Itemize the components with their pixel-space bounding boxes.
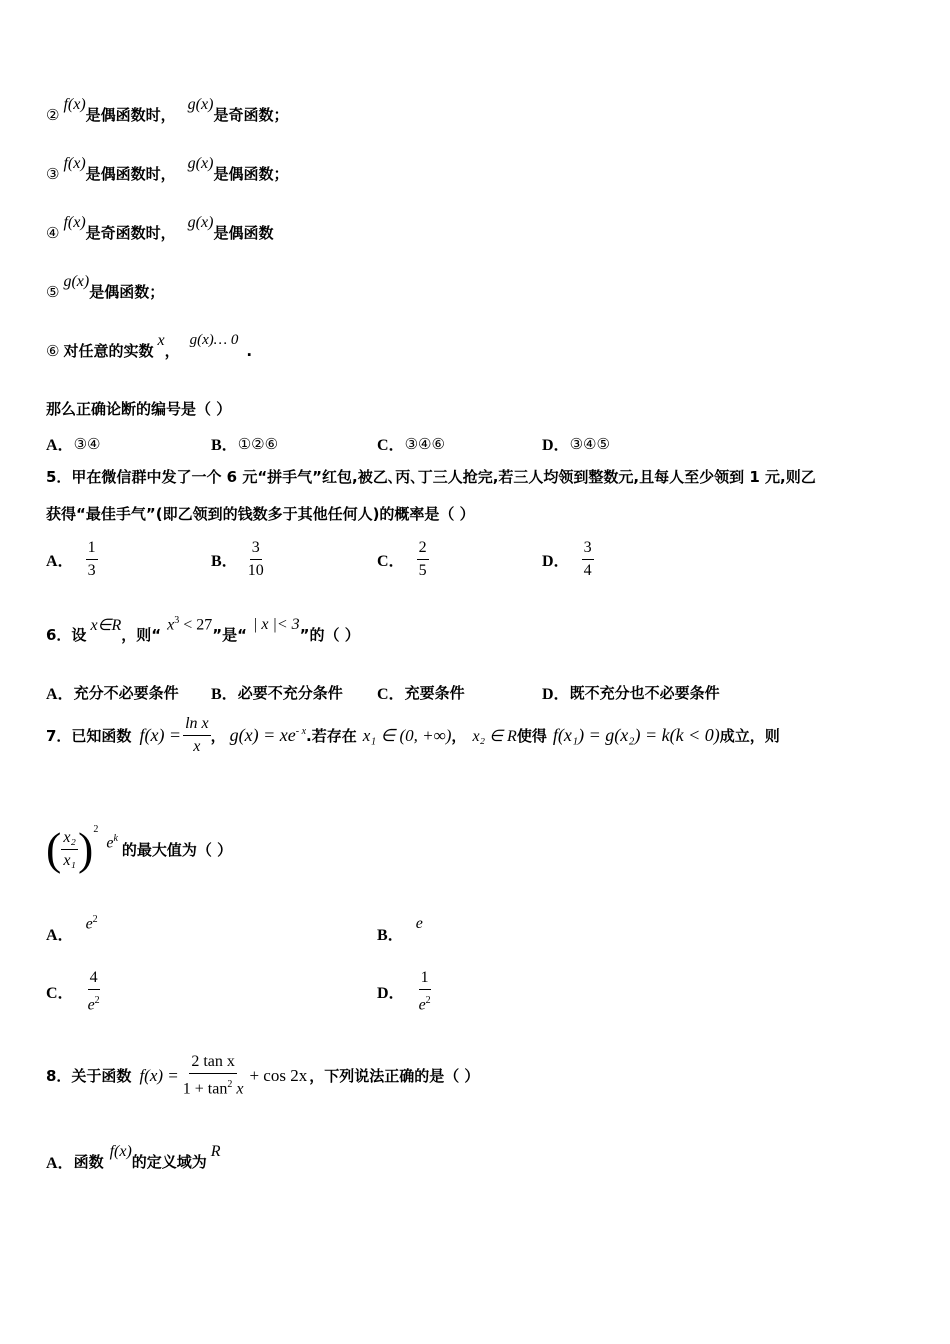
- option-text: 函数: [73, 1153, 104, 1171]
- q7-option-a: [46, 912, 98, 944]
- den-exp: 2: [94, 995, 100, 1006]
- option-expr: [86, 914, 98, 933]
- q7-exp-base: e: [106, 834, 114, 852]
- statement-4: [46, 213, 274, 243]
- den-base: e: [87, 996, 95, 1014]
- statement-text: 是奇函数；: [213, 106, 289, 124]
- option-label: C．: [377, 437, 405, 454]
- q4-option-d: [542, 432, 610, 455]
- option-label: B．: [211, 686, 238, 703]
- q7-g-base: g(x) = xe: [229, 725, 296, 745]
- statement-text: 是偶函数时，: [85, 165, 176, 183]
- numerator: ln x: [183, 714, 211, 736]
- q7-f-lhs: f(x) =: [139, 725, 182, 745]
- q4-stem: 那么正确论断的编号是（ ）: [46, 400, 232, 418]
- den-exp: 2: [425, 995, 431, 1006]
- q7-text: 使得: [516, 727, 547, 745]
- statement-text: 是偶函数时，: [85, 106, 176, 124]
- left-paren: (: [46, 823, 62, 874]
- q7-sep: ，: [210, 727, 226, 745]
- statement-3: [46, 154, 289, 184]
- option-text: 的定义域为: [131, 1153, 207, 1171]
- statement-number: ⑤: [46, 282, 60, 301]
- option-text: ③④: [73, 434, 101, 453]
- den-base: e: [418, 996, 426, 1014]
- option-label: D．: [377, 985, 405, 1003]
- option-label: C．: [46, 985, 74, 1003]
- q5-option-b: [211, 538, 266, 581]
- fraction: [582, 538, 594, 581]
- option-label: D．: [542, 437, 570, 454]
- q6-option-a: [46, 681, 179, 704]
- expr-base: e: [85, 915, 93, 933]
- q7-prefix: 7．已知函数: [46, 727, 132, 745]
- fraction: [86, 538, 98, 581]
- q4-option-a: [46, 432, 100, 455]
- statement-number: ④: [46, 223, 60, 242]
- g-of-x: g(x): [63, 272, 90, 290]
- q6-stem: [46, 614, 360, 645]
- q7-exp-e: [106, 833, 118, 852]
- statement-6: [46, 331, 253, 361]
- statement-number: ③: [46, 164, 60, 183]
- option-label: D．: [542, 686, 570, 703]
- numerator: 4: [88, 968, 100, 990]
- period: .: [246, 341, 253, 360]
- denominator: x: [193, 738, 201, 755]
- q6-expr1-base: x: [167, 616, 175, 634]
- q6-text: ”的（ ）: [299, 626, 360, 644]
- q7-stem: [46, 714, 780, 757]
- q6-expr1: [167, 615, 212, 634]
- fraction: [417, 968, 433, 1015]
- statement-2: [46, 95, 289, 125]
- denominator: x₁: [63, 851, 76, 869]
- q7-tail: 的最大值为（ ）: [121, 840, 233, 859]
- right-paren: ): [78, 823, 94, 874]
- numerator: [189, 1052, 237, 1074]
- q6-expr1-rest: < 27: [179, 616, 213, 634]
- fraction: [86, 968, 102, 1015]
- option-expr: e: [415, 914, 423, 932]
- fraction: [246, 538, 266, 581]
- q5-stem-line1: 5．甲在微信群中发了一个 6 元“拼手气”红包,被乙､丙､丁三人抢完,若三人均领到整数元,且每人至少领到 1 元,则乙: [46, 468, 816, 486]
- var-x: x: [157, 331, 165, 349]
- f-of-x: f(x): [109, 1142, 132, 1160]
- q6-prefix: 6．设: [46, 626, 87, 644]
- q6-option-d: [542, 681, 720, 704]
- numerator: 1: [86, 538, 98, 560]
- f-of-x: f(x): [63, 213, 86, 231]
- statement-text: 是偶函数；: [89, 283, 165, 301]
- q7-text: 成立，则: [719, 727, 780, 745]
- q7-option-b: [377, 912, 423, 944]
- option-text: ③④⑥: [404, 434, 445, 453]
- option-text: 充要条件: [404, 684, 465, 702]
- q8-prefix: 8．关于函数: [46, 1067, 132, 1086]
- option-text: 充分不必要条件: [73, 684, 179, 702]
- statement-text: 对任意的实数: [63, 342, 154, 360]
- option-label: A．: [46, 686, 74, 703]
- option-label: A．: [46, 1155, 74, 1172]
- q8-num-text: 2 tan x: [191, 1053, 235, 1070]
- q5-option-a: [46, 538, 98, 581]
- q6-option-c: [377, 681, 465, 704]
- fraction: [417, 538, 429, 581]
- statement-number: ②: [46, 105, 60, 124]
- q6-text: ”是“: [212, 626, 247, 644]
- option-label: B．: [211, 553, 238, 570]
- f-of-x: f(x): [63, 154, 86, 172]
- q8-den-exp: 2: [227, 1079, 233, 1090]
- g-of-x: g(x): [187, 154, 214, 172]
- denominator: [181, 1074, 246, 1099]
- denominator: 5: [418, 562, 427, 579]
- q8-rhs: + cos 2x: [249, 1065, 308, 1085]
- option-text: 必要不充分条件: [237, 684, 343, 702]
- denominator: [417, 990, 433, 1015]
- option-label: A．: [46, 437, 74, 454]
- q7-x1-domain: x₁ ∈ (0, +∞): [362, 725, 452, 745]
- denominator: 4: [583, 562, 592, 579]
- q8-den-a: 1 + tan: [182, 1080, 228, 1098]
- numerator: 1: [419, 968, 431, 990]
- option-label: A．: [46, 927, 74, 944]
- g-of-x: g(x): [187, 95, 214, 113]
- q8-tail: ，下列说法正确的是（ ）: [309, 1067, 480, 1086]
- denominator: 10: [247, 562, 264, 579]
- statement-text: 是偶函数；: [213, 165, 289, 183]
- q7-option-d: [377, 968, 433, 1015]
- q7-comma: ，: [451, 727, 467, 745]
- q6-text: ，则“: [121, 626, 162, 644]
- f-of-x: f(x): [63, 95, 86, 113]
- q8-option-a: [46, 1140, 221, 1172]
- q8-stem: [46, 1052, 479, 1099]
- numerator: 3: [582, 538, 594, 560]
- option-text: ①②⑥: [237, 434, 279, 453]
- q7-ratio: [61, 828, 78, 871]
- q7-text: .若存在: [306, 727, 357, 745]
- q8-fraction: [181, 1052, 246, 1099]
- q7-f-fraction: [183, 714, 211, 757]
- q5-option-c: [377, 538, 429, 581]
- q7-expression-line: [46, 823, 233, 874]
- q7-power: 2: [93, 823, 99, 835]
- q7-equation: f(x₁) = g(x₂) = k(k < 0): [552, 725, 720, 745]
- g-nonneg-expr: g(x)… 0: [189, 332, 239, 348]
- q7-option-c: [46, 968, 102, 1015]
- q5-stem-line2: 获得“最佳手气”(即乙领到的钱数多于其他任何人)的概率是（ ）: [46, 505, 475, 523]
- q7-exp-exp: k: [113, 833, 118, 845]
- numerator: x₂: [61, 828, 78, 850]
- numerator: 3: [250, 538, 262, 560]
- q5-option-d: [542, 538, 594, 581]
- q4-option-b: [211, 432, 278, 455]
- denominator: 3: [87, 562, 96, 579]
- q6-option-b: [211, 681, 343, 704]
- q7-x2-domain: x₂ ∈ R: [472, 727, 517, 745]
- q6-condition: x∈R: [90, 616, 122, 634]
- option-label: A．: [46, 553, 74, 570]
- statement-5: [46, 272, 165, 302]
- q8-lhs: f(x) =: [139, 1065, 179, 1085]
- numerator: 2: [417, 538, 429, 560]
- comma: ，: [164, 342, 180, 360]
- option-label: B．: [211, 437, 238, 454]
- g-of-x: g(x): [187, 213, 214, 231]
- option-label: D．: [542, 553, 570, 570]
- expr-exp: 2: [92, 913, 98, 925]
- q6-expr2: | x |< 3: [252, 615, 300, 633]
- q7-g-exp: - x: [295, 726, 307, 737]
- statement-number: ⑥: [46, 341, 60, 360]
- option-text: ③④⑤: [569, 434, 610, 453]
- set-R: R: [210, 1142, 221, 1160]
- option-text: 既不充分也不必要条件: [569, 684, 720, 702]
- q8-den-b: x: [232, 1080, 244, 1098]
- option-label: C．: [377, 553, 405, 570]
- option-label: C．: [377, 686, 405, 703]
- q6-expr1-exp: 3: [174, 614, 180, 626]
- q7-g-expr: [230, 725, 306, 746]
- option-label: B．: [377, 927, 404, 944]
- statement-text: 是奇函数时，: [85, 224, 176, 242]
- q4-option-c: [377, 432, 445, 455]
- statement-text: 是偶函数: [213, 224, 274, 242]
- denominator: [86, 990, 102, 1015]
